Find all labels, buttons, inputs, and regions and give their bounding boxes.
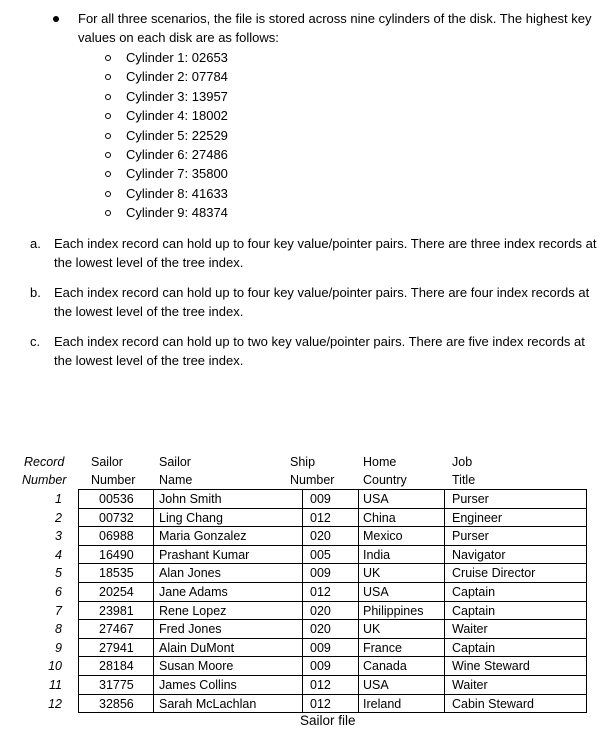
home-country-cell: USA xyxy=(363,678,389,692)
hollow-bullet-icon xyxy=(105,133,111,139)
scenario-label: b. xyxy=(30,285,41,300)
cylinder-text: Cylinder 3: 13957 xyxy=(126,88,228,104)
home-country-cell: USA xyxy=(363,585,389,599)
sailor-name-cell: Susan Moore xyxy=(159,659,234,674)
sailor-name-cell: Sarah McLachlan xyxy=(159,696,257,711)
ship-number-cell: 020 xyxy=(310,622,331,637)
home-country-cell: USA xyxy=(363,492,389,506)
sailor-name-cell: Jane Adams xyxy=(159,585,228,599)
home-country-cell: Ireland xyxy=(363,696,402,711)
cylinder-list xyxy=(104,48,228,223)
hollow-bullet-icon xyxy=(105,113,111,119)
record-number-cell: 12 xyxy=(48,696,62,711)
table-column-line xyxy=(302,489,303,713)
cylinder-item xyxy=(104,164,228,183)
sailor-name-cell: Alain DuMont xyxy=(159,640,235,655)
scenario-text: Each index record can hold up to four key value/pointer pairs. There are three index records at the lowest level of the tree index. xyxy=(54,236,597,270)
sailor-number-cell: 00732 xyxy=(99,510,134,525)
job-title-cell: Cruise Director xyxy=(452,566,536,581)
sailor-number-cell: 16490 xyxy=(99,547,134,562)
record-number-cell: 8 xyxy=(55,622,62,637)
ship-number-cell: 009 xyxy=(310,492,331,506)
table-row-line xyxy=(78,545,586,546)
job-title-cell: Waiter xyxy=(452,622,488,637)
ship-number-cell: 012 xyxy=(310,696,331,711)
table-column-line xyxy=(78,489,79,713)
scenario-text: Each index record can hold up to four key value/pointer pairs. There are four index records at the lowest level of the tree index. xyxy=(54,285,590,319)
sailor-name-cell: Ling Chang xyxy=(159,510,223,525)
scenario-label: a. xyxy=(30,236,41,251)
table-caption: Sailor file xyxy=(300,713,356,728)
table-row-line xyxy=(78,582,586,583)
header-sailor-name-1: Sailor xyxy=(159,455,191,469)
scenario-label: c. xyxy=(30,334,41,349)
header-sailor-number-1: Sailor xyxy=(91,455,123,469)
ship-number-cell: 012 xyxy=(310,678,331,692)
ship-number-cell: 009 xyxy=(310,566,331,581)
table-column-line xyxy=(586,489,587,713)
table-column-line xyxy=(153,489,154,713)
cylinder-item xyxy=(104,67,228,86)
intro-text: For all three scenarios, the file is stored across nine cylinders of the disk. The highest key values on each disk are as follows: xyxy=(78,11,592,45)
cylinder-text: Cylinder 4: 18002 xyxy=(126,108,228,124)
header-record-2: Number xyxy=(22,473,67,487)
record-number-cell: 5 xyxy=(55,566,62,581)
record-number-cell: 7 xyxy=(55,603,62,618)
hollow-bullet-icon xyxy=(105,210,111,216)
cylinder-text: Cylinder 9: 48374 xyxy=(126,205,228,221)
ship-number-cell: 012 xyxy=(310,585,331,599)
table-row-line xyxy=(78,563,586,564)
cylinder-text: Cylinder 7: 35800 xyxy=(126,166,228,182)
sailor-number-cell: 32856 xyxy=(99,696,134,711)
sailor-number-cell: 18535 xyxy=(99,566,134,581)
home-country-cell: Philippines xyxy=(363,603,424,618)
home-country-cell: Mexico xyxy=(363,529,403,544)
home-country-cell: China xyxy=(363,510,396,525)
header-record-1: Record xyxy=(24,455,65,469)
header-ship-number-1: Ship xyxy=(290,455,316,469)
table-row-line xyxy=(78,675,586,676)
ship-number-cell: 012 xyxy=(310,510,331,525)
home-country-cell: UK xyxy=(363,622,381,637)
home-country-cell: India xyxy=(363,547,391,562)
cylinder-item xyxy=(104,126,228,145)
sailor-number-cell: 28184 xyxy=(99,659,134,674)
cylinder-text: Cylinder 1: 02653 xyxy=(126,50,228,65)
job-title-cell: Captain xyxy=(452,585,496,599)
header-job-title-2: Title xyxy=(452,473,476,487)
scenario-a xyxy=(30,234,600,272)
record-number-cell: 9 xyxy=(55,640,62,655)
table-column-line xyxy=(358,489,359,713)
sailor-number-cell: 06988 xyxy=(99,529,134,544)
ship-number-cell: 020 xyxy=(310,529,331,544)
hollow-bullet-icon xyxy=(105,191,111,197)
job-title-cell: Purser xyxy=(452,529,489,544)
cylinder-text: Cylinder 5: 22529 xyxy=(126,127,228,143)
cylinder-text: Cylinder 8: 41633 xyxy=(126,185,228,201)
table-row-line xyxy=(78,638,586,639)
cylinder-item xyxy=(104,106,228,125)
scenario-text: Each index record can hold up to two key value/pointer pairs. There are five index records at the lowest level of the tree index. xyxy=(54,334,585,368)
record-number-cell: 2 xyxy=(55,510,62,525)
hollow-bullet-icon xyxy=(105,74,111,80)
job-title-cell: Purser xyxy=(452,492,489,506)
sailor-number-cell: 27941 xyxy=(99,640,134,655)
sailor-number-cell: 31775 xyxy=(99,678,134,692)
scenario-c xyxy=(30,332,600,370)
table-row-line xyxy=(78,656,586,657)
hollow-bullet-icon xyxy=(105,152,111,158)
hollow-bullet-icon xyxy=(105,55,111,61)
record-number-cell: 3 xyxy=(55,529,62,544)
table-row-line xyxy=(78,601,586,602)
cylinder-item xyxy=(104,203,228,222)
hollow-bullet-icon xyxy=(105,171,111,177)
sailor-name-cell: John Smith xyxy=(159,492,222,506)
bullet-icon xyxy=(53,16,59,22)
home-country-cell: UK xyxy=(363,566,381,581)
sailor-name-cell: James Collins xyxy=(159,678,237,692)
ship-number-cell: 009 xyxy=(310,659,331,674)
ship-number-cell: 009 xyxy=(310,640,331,655)
home-country-cell: Canada xyxy=(363,659,407,674)
hollow-bullet-icon xyxy=(105,94,111,100)
sailor-name-cell: Rene Lopez xyxy=(159,603,227,618)
home-country-cell: France xyxy=(363,640,402,655)
table-row-line xyxy=(78,508,586,509)
record-number-cell: 11 xyxy=(49,678,62,692)
sailor-name-cell: Maria Gonzalez xyxy=(159,529,247,544)
sailor-name-cell: Fred Jones xyxy=(159,622,222,637)
intro-paragraph xyxy=(60,9,600,47)
table-column-line xyxy=(444,489,445,713)
job-title-cell: Navigator xyxy=(452,547,506,562)
header-job-title-1: Job xyxy=(452,455,473,469)
job-title-cell: Engineer xyxy=(452,510,503,525)
job-title-cell: Captain xyxy=(452,603,496,618)
sailor-number-cell: 23981 xyxy=(99,603,134,618)
sailor-name-cell: Alan Jones xyxy=(159,566,221,581)
sailor-number-cell: 20254 xyxy=(99,585,134,599)
cylinder-text: Cylinder 2: 07784 xyxy=(126,69,228,85)
header-ship-number-2: Number xyxy=(290,473,335,487)
ship-number-cell: 020 xyxy=(310,603,331,618)
job-title-cell: Waiter xyxy=(452,678,488,692)
record-number-cell: 6 xyxy=(55,585,62,599)
table-row-line xyxy=(78,489,586,490)
record-number-cell: 4 xyxy=(55,547,62,562)
sailor-number-cell: 27467 xyxy=(99,622,134,637)
table-row-line xyxy=(78,619,586,620)
header-sailor-name-2: Name xyxy=(159,473,193,487)
sailor-number-cell: 00536 xyxy=(99,492,134,506)
cylinder-item xyxy=(104,48,228,67)
header-home-country-1: Home xyxy=(363,455,397,469)
sailor-table xyxy=(18,453,603,713)
job-title-cell: Captain xyxy=(452,640,496,655)
cylinder-item xyxy=(104,87,228,106)
scenario-b xyxy=(30,283,600,321)
job-title-cell: Cabin Steward xyxy=(452,696,534,711)
sailor-name-cell: Prashant Kumar xyxy=(159,547,250,562)
table-row-line xyxy=(78,694,586,695)
cylinder-item xyxy=(104,184,228,203)
cylinder-item xyxy=(104,145,228,164)
ship-number-cell: 005 xyxy=(310,547,331,562)
cylinder-text: Cylinder 6: 27486 xyxy=(126,146,228,162)
record-number-cell: 1 xyxy=(55,492,62,506)
table-row-line xyxy=(78,526,586,527)
job-title-cell: Wine Steward xyxy=(452,659,530,674)
header-sailor-number-2: Number xyxy=(91,473,136,487)
record-number-cell: 10 xyxy=(48,659,62,674)
header-home-country-2: Country xyxy=(363,473,407,487)
